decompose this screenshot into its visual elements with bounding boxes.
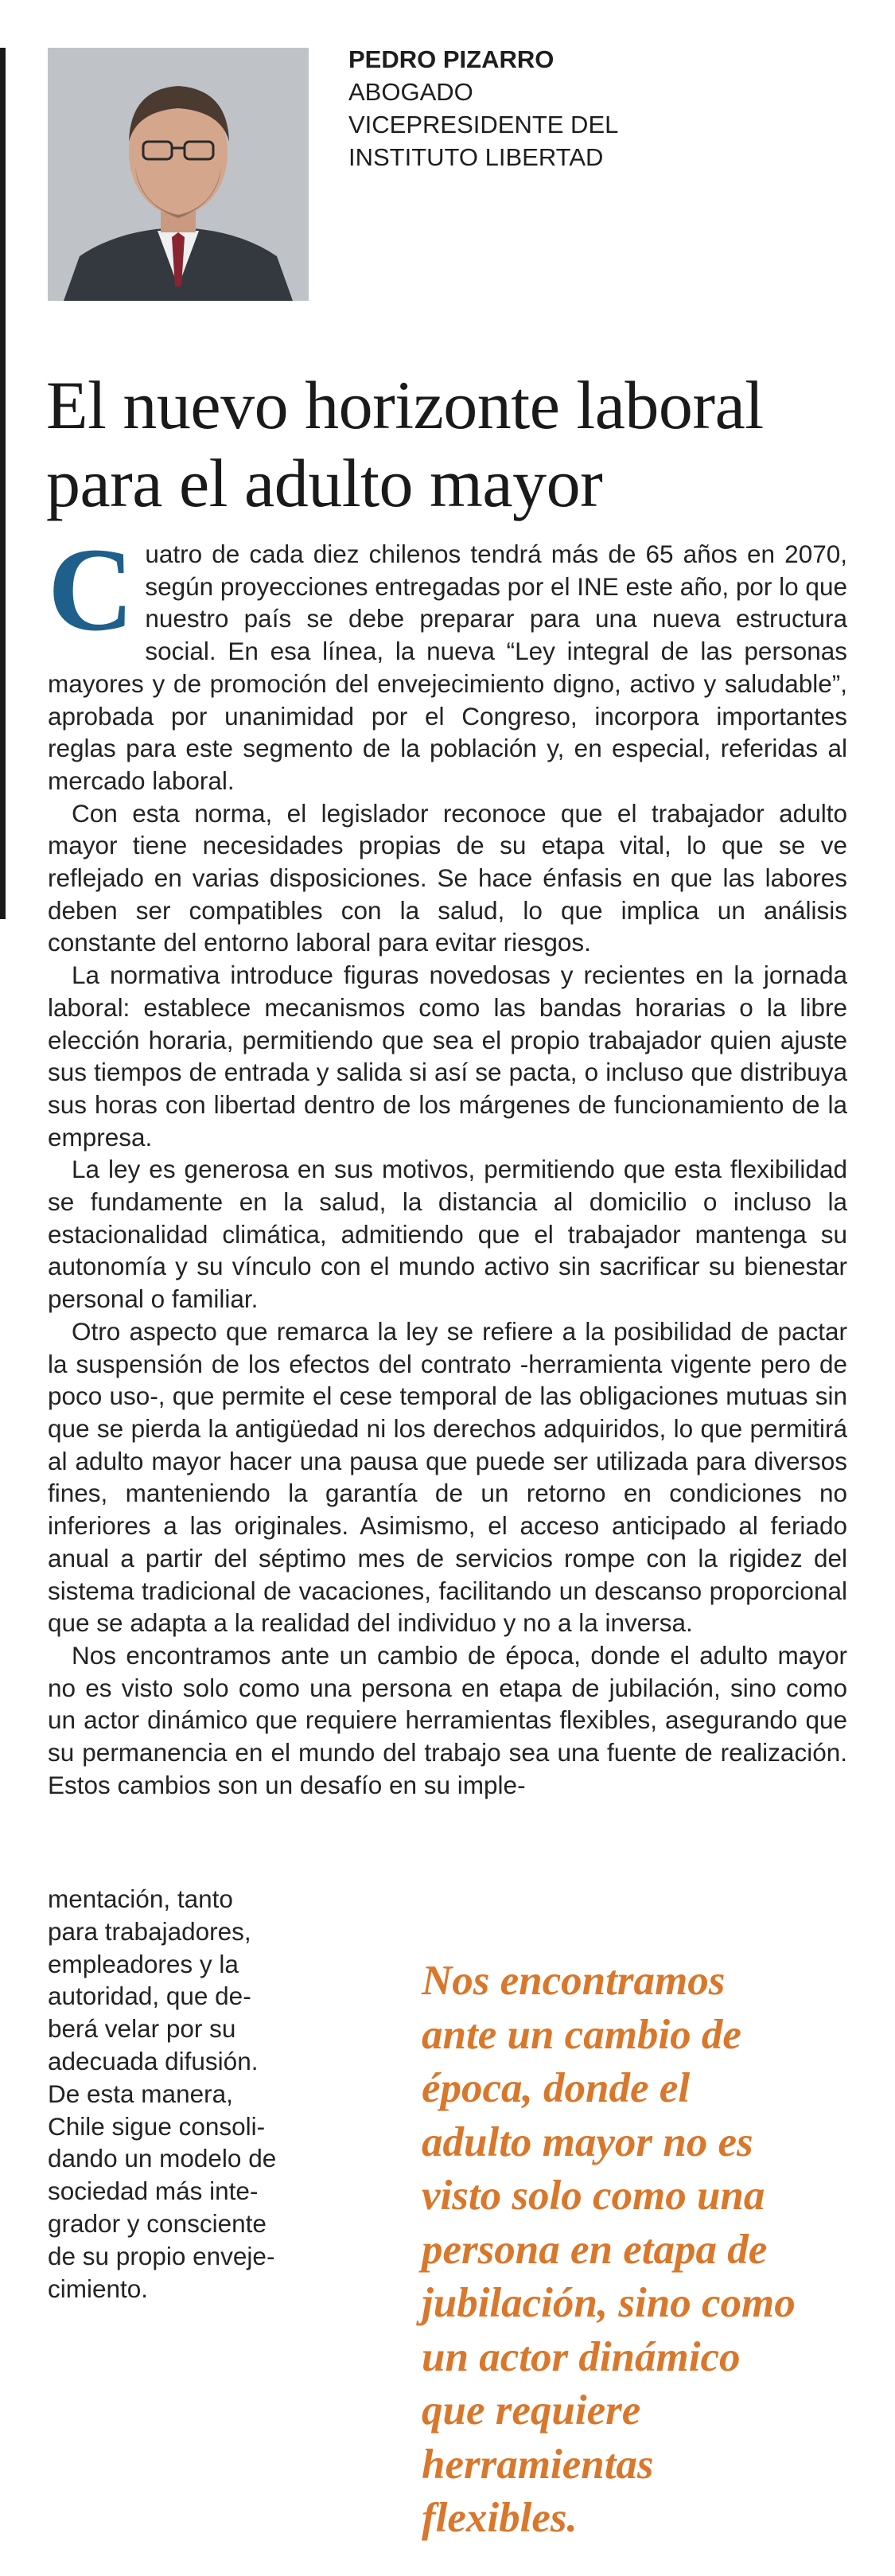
tail-line: mentación, tanto <box>48 1884 233 1913</box>
tail-line: dando un modelo de <box>48 2144 277 2173</box>
tail-line: Chile sigue consoli- <box>48 2111 266 2141</box>
author-title-2: VICEPRESIDENTE DEL <box>348 111 619 138</box>
pull-quote-line: ante un cambio de <box>422 2011 741 2058</box>
paragraph-1-text: uatro de cada diez chilenos tendrá más de 65 años en 2070, según proyecciones entregadas por el INE este año, por lo que nuestro país se debe preparar para una nueva estructura social. En esa línea, la nueva “Ley integral de las personas mayores y de promoción del envejecimiento digno, activo y saludable”, aprobada por unanimidad por el Congreso, incorpora importantes reglas para este segmento de la población y, en especial, referidas al mercado laboral. <box>48 540 847 795</box>
headline-line-2: para el adulto mayor <box>46 445 603 521</box>
paragraph-4: La ley es generosa en sus motivos, permitiendo que esta flexibilidad se fundamente en la salud, la distancia al domicilio o incluso la estacionalidad climática, admitiendo que el trabajador mantenga su autonomía y su vínculo con el mundo activo sin sacrificar su bienestar personal o familiar. <box>48 1155 847 1314</box>
tail-line: De esta manera, <box>48 2079 233 2108</box>
tail-line: para trabajadores, <box>48 1916 251 1946</box>
pull-quote-line: jubilación, sino como <box>422 2280 796 2326</box>
tail-line: adecuada difusión. <box>48 2046 259 2075</box>
tail-line: berá velar por su <box>48 2014 236 2044</box>
tail-line: empleadores y la <box>48 1949 239 1978</box>
tail-line: cimiento. <box>48 2274 149 2303</box>
article-tail-column <box>48 1883 334 2305</box>
author-title-3: INSTITUTO LIBERTAD <box>348 143 604 171</box>
column-rule <box>0 48 6 919</box>
pull-quote-line: un actor dinámico <box>422 2333 741 2380</box>
article-body <box>48 524 847 1801</box>
pull-quote-line: que requiere <box>422 2387 641 2434</box>
pull-quote-line: herramientas <box>422 2441 654 2488</box>
headline-line-1: El nuevo horizonte laboral <box>46 367 764 443</box>
pull-quote-line: Nos encontramos <box>422 1958 726 2004</box>
article-headline <box>46 366 874 522</box>
paragraph-5: Otro aspecto que remarca la ley se refiere a la posibilidad de pactar la suspensión de los efectos del contrato -herramienta vigente pero de poco uso-, que permite el cese temporal de las obligaciones mutuas sin que se pierda la antigüedad ni los derechos adquiridos, lo que permitirá al adulto mayor hacer una pausa que puede ser utilizada para diversos fines, manteniendo la garantía de un retorno en condiciones no inferiores a las originales. Asimismo, el acceso anticipado al feriado anual a partir del séptimo mes de servicios rompe con la rigidez del sistema tradicional de vacaciones, facilitando un descanso proporcional que se adapta a la realidad del individuo y no a la inversa. <box>48 1316 847 1638</box>
paragraph-6: Nos encontramos ante un cambio de época, donde el adulto mayor no es visto solo como una persona en etapa de jubilación, sino como un actor dinámico que requiere herramientas flexibles, asegurando que su permanencia en el mundo del trabajo sea una fuente de realización. Estos cambios son un desafío en su imple- <box>48 1640 847 1799</box>
tail-line: de su propio enveje- <box>48 2241 275 2270</box>
tail-line: autoridad, que de- <box>48 1982 251 2011</box>
author-byline <box>348 43 618 173</box>
pull-quote-line: época, donde el <box>422 2065 691 2111</box>
author-photo <box>48 48 309 301</box>
pull-quote <box>422 1954 867 2546</box>
pull-quote-line: flexibles. <box>422 2495 578 2541</box>
drop-cap: C <box>48 524 134 656</box>
pull-quote-line: adulto mayor no es <box>422 2118 753 2165</box>
tail-line: grador y consciente <box>48 2208 267 2238</box>
pull-quote-line: persona en etapa de <box>422 2226 768 2273</box>
author-portrait-icon <box>48 48 309 301</box>
author-name: PEDRO PIZARRO <box>348 45 555 73</box>
tail-line: sociedad más inte- <box>48 2177 259 2206</box>
paragraph-1 <box>48 524 847 797</box>
pull-quote-line: visto solo como una <box>422 2173 765 2219</box>
author-title-1: ABOGADO <box>348 78 473 106</box>
paragraph-2: Con esta norma, el legislador reconoce que el trabajador adulto mayor tiene necesidades propias de su etapa vital, lo que se ve reflejado en varias disposiciones. Se hace énfasis en que las labores deben ser compatibles con la salud, lo que implica un análisis constante del entorno laboral para evitar riesgos. <box>48 798 847 957</box>
paragraph-3: La normativa introduce figuras novedosas y recientes en la jornada laboral: establece mecanismos como las bandas horarias o la libre elección horaria, permitiendo que sea el propio trabajador quien ajuste sus tiempos de entrada y salida si así se pacta, o incluso que distribuya sus horas con libertad dentro de los márgenes de funcionamiento de la empresa. <box>48 961 847 1152</box>
